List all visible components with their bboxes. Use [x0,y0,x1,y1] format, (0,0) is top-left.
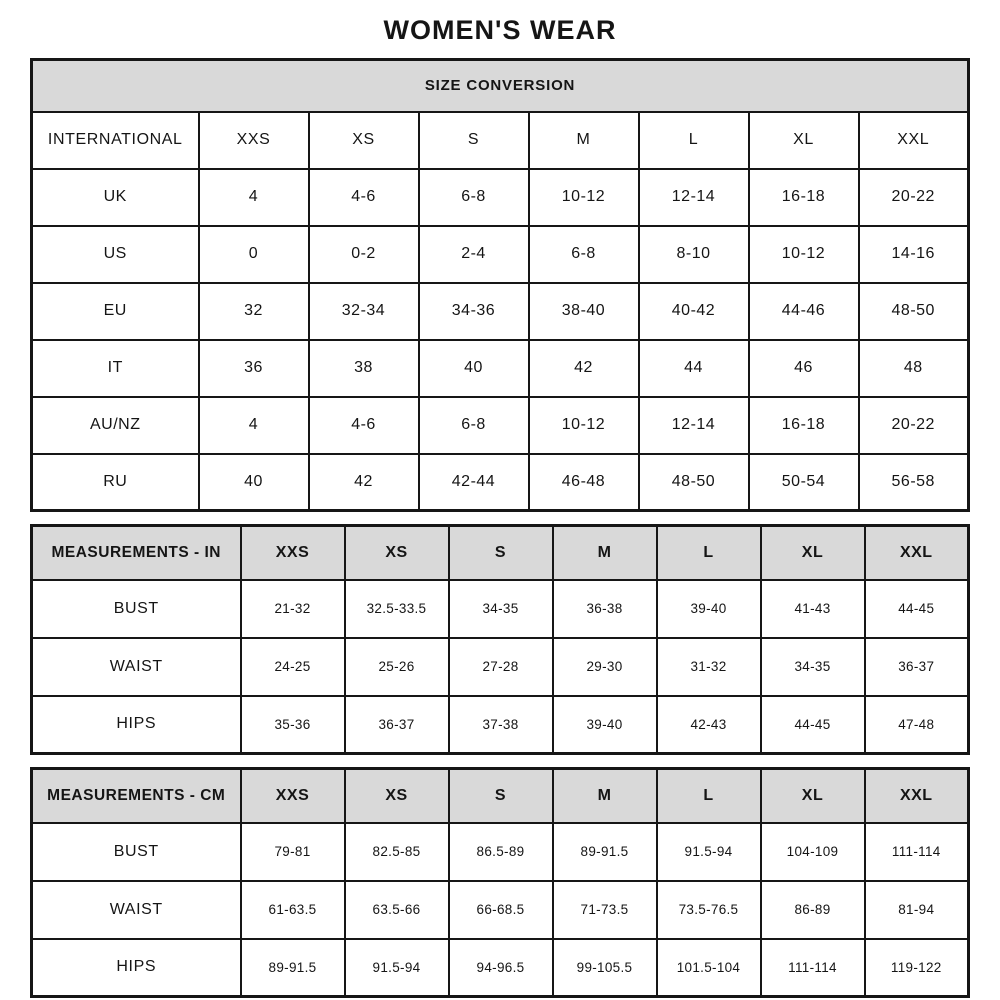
measurement-cell: 81-94 [865,881,969,939]
size-column-header: S [449,769,553,823]
size-column-header: XXS [241,526,345,580]
size-conversion-header: SIZE CONVERSION [32,60,969,112]
size-cell: 12-14 [639,169,749,226]
measurement-cell: 104-109 [761,823,865,881]
measurement-cell: 91.5-94 [345,939,449,997]
table-row [32,881,969,939]
measurement-cell: 79-81 [241,823,345,881]
measurement-cell: 25-26 [345,638,449,696]
measurement-cell: 32.5-33.5 [345,580,449,638]
measurement-cell: 36-38 [553,580,657,638]
table-row [32,526,969,580]
measurement-cell: 86-89 [761,881,865,939]
size-cell: 50-54 [749,454,859,511]
size-column-header: XXL [865,769,969,823]
size-column-header: XXL [865,526,969,580]
table-gap [30,512,970,524]
size-cell: 10-12 [529,169,639,226]
measurement-cell: 35-36 [241,696,345,754]
size-cell: 46-48 [529,454,639,511]
row-label: AU/NZ [32,397,199,454]
size-column-header: S [449,526,553,580]
page-title: WOMEN'S WEAR [383,15,617,45]
size-cell: 8-10 [639,226,749,283]
column-header: L [639,112,749,169]
size-column-header: L [657,526,761,580]
table-row [32,696,969,754]
size-cell: 4-6 [309,397,419,454]
size-cell: 56-58 [859,454,969,511]
column-header: INTERNATIONAL [32,112,199,169]
column-header: S [419,112,529,169]
table-row [32,939,969,997]
measurement-cell: 66-68.5 [449,881,553,939]
measurement-cell: 89-91.5 [241,939,345,997]
size-cell: 40 [199,454,309,511]
size-cell: 16-18 [749,169,859,226]
size-cell: 16-18 [749,397,859,454]
row-label: BUST [32,580,241,638]
measurement-cell: 41-43 [761,580,865,638]
size-cell: 42-44 [419,454,529,511]
measurement-cell: 82.5-85 [345,823,449,881]
measurement-cell: 37-38 [449,696,553,754]
size-cell: 4 [199,397,309,454]
size-conversion-table [30,58,970,512]
measurements-header: MEASUREMENTS - IN [32,526,241,580]
table-row [32,638,969,696]
row-label: HIPS [32,696,241,754]
size-cell: 6-8 [419,169,529,226]
size-cell: 44 [639,340,749,397]
size-column-header: XL [761,526,865,580]
row-label: IT [32,340,199,397]
table-row [32,454,969,511]
size-column-header: XXS [241,769,345,823]
size-cell: 36 [199,340,309,397]
table-row [32,226,969,283]
column-header: XL [749,112,859,169]
measurement-cell: 71-73.5 [553,881,657,939]
size-cell: 6-8 [419,397,529,454]
measurements-in-table [30,524,970,755]
size-cell: 10-12 [749,226,859,283]
column-header: XXS [199,112,309,169]
size-cell: 20-22 [859,169,969,226]
row-label: US [32,226,199,283]
measurement-cell: 39-40 [553,696,657,754]
row-label: EU [32,283,199,340]
measurement-cell: 44-45 [865,580,969,638]
size-cell: 2-4 [419,226,529,283]
size-cell: 34-36 [419,283,529,340]
size-cell: 38-40 [529,283,639,340]
table-row [32,112,969,169]
measurement-cell: 34-35 [449,580,553,638]
column-header: M [529,112,639,169]
measurements-cm-table [30,767,970,998]
column-header: XXL [859,112,969,169]
size-cell: 6-8 [529,226,639,283]
size-cell: 48-50 [639,454,749,511]
column-header: XS [309,112,419,169]
size-cell: 42 [309,454,419,511]
size-cell: 4-6 [309,169,419,226]
table-row [32,769,969,823]
size-cell: 46 [749,340,859,397]
size-cell: 32 [199,283,309,340]
measurement-cell: 89-91.5 [553,823,657,881]
measurements-header: MEASUREMENTS - CM [32,769,241,823]
table-row [32,823,969,881]
row-label: WAIST [32,638,241,696]
measurement-cell: 86.5-89 [449,823,553,881]
size-column-header: XS [345,526,449,580]
size-cell: 44-46 [749,283,859,340]
table-gap [30,755,970,767]
measurement-cell: 39-40 [657,580,761,638]
size-cell: 4 [199,169,309,226]
size-cell: 0-2 [309,226,419,283]
size-cell: 48-50 [859,283,969,340]
measurement-cell: 73.5-76.5 [657,881,761,939]
measurement-cell: 101.5-104 [657,939,761,997]
row-label: BUST [32,823,241,881]
measurement-cell: 42-43 [657,696,761,754]
measurement-cell: 61-63.5 [241,881,345,939]
measurement-cell: 27-28 [449,638,553,696]
size-cell: 14-16 [859,226,969,283]
size-cell: 32-34 [309,283,419,340]
measurement-cell: 99-105.5 [553,939,657,997]
measurement-cell: 24-25 [241,638,345,696]
measurement-cell: 91.5-94 [657,823,761,881]
measurement-cell: 119-122 [865,939,969,997]
size-column-header: M [553,526,657,580]
measurement-cell: 111-114 [761,939,865,997]
table-row [32,340,969,397]
table-row [32,60,969,112]
measurement-cell: 31-32 [657,638,761,696]
size-cell: 12-14 [639,397,749,454]
size-column-header: XS [345,769,449,823]
measurement-cell: 36-37 [345,696,449,754]
size-cell: 38 [309,340,419,397]
size-column-header: XL [761,769,865,823]
measurement-cell: 29-30 [553,638,657,696]
row-label: UK [32,169,199,226]
row-label: RU [32,454,199,511]
table-row [32,397,969,454]
size-cell: 48 [859,340,969,397]
size-cell: 40 [419,340,529,397]
row-label: HIPS [32,939,241,997]
measurement-cell: 36-37 [865,638,969,696]
measurement-cell: 111-114 [865,823,969,881]
size-cell: 0 [199,226,309,283]
measurement-cell: 44-45 [761,696,865,754]
measurement-cell: 63.5-66 [345,881,449,939]
row-label: WAIST [32,881,241,939]
measurement-cell: 94-96.5 [449,939,553,997]
table-row [32,283,969,340]
size-cell: 20-22 [859,397,969,454]
size-column-header: L [657,769,761,823]
measurement-cell: 34-35 [761,638,865,696]
table-row [32,169,969,226]
size-cell: 40-42 [639,283,749,340]
size-column-header: M [553,769,657,823]
measurement-cell: 47-48 [865,696,969,754]
size-cell: 10-12 [529,397,639,454]
size-cell: 42 [529,340,639,397]
measurement-cell: 21-32 [241,580,345,638]
table-row [32,580,969,638]
